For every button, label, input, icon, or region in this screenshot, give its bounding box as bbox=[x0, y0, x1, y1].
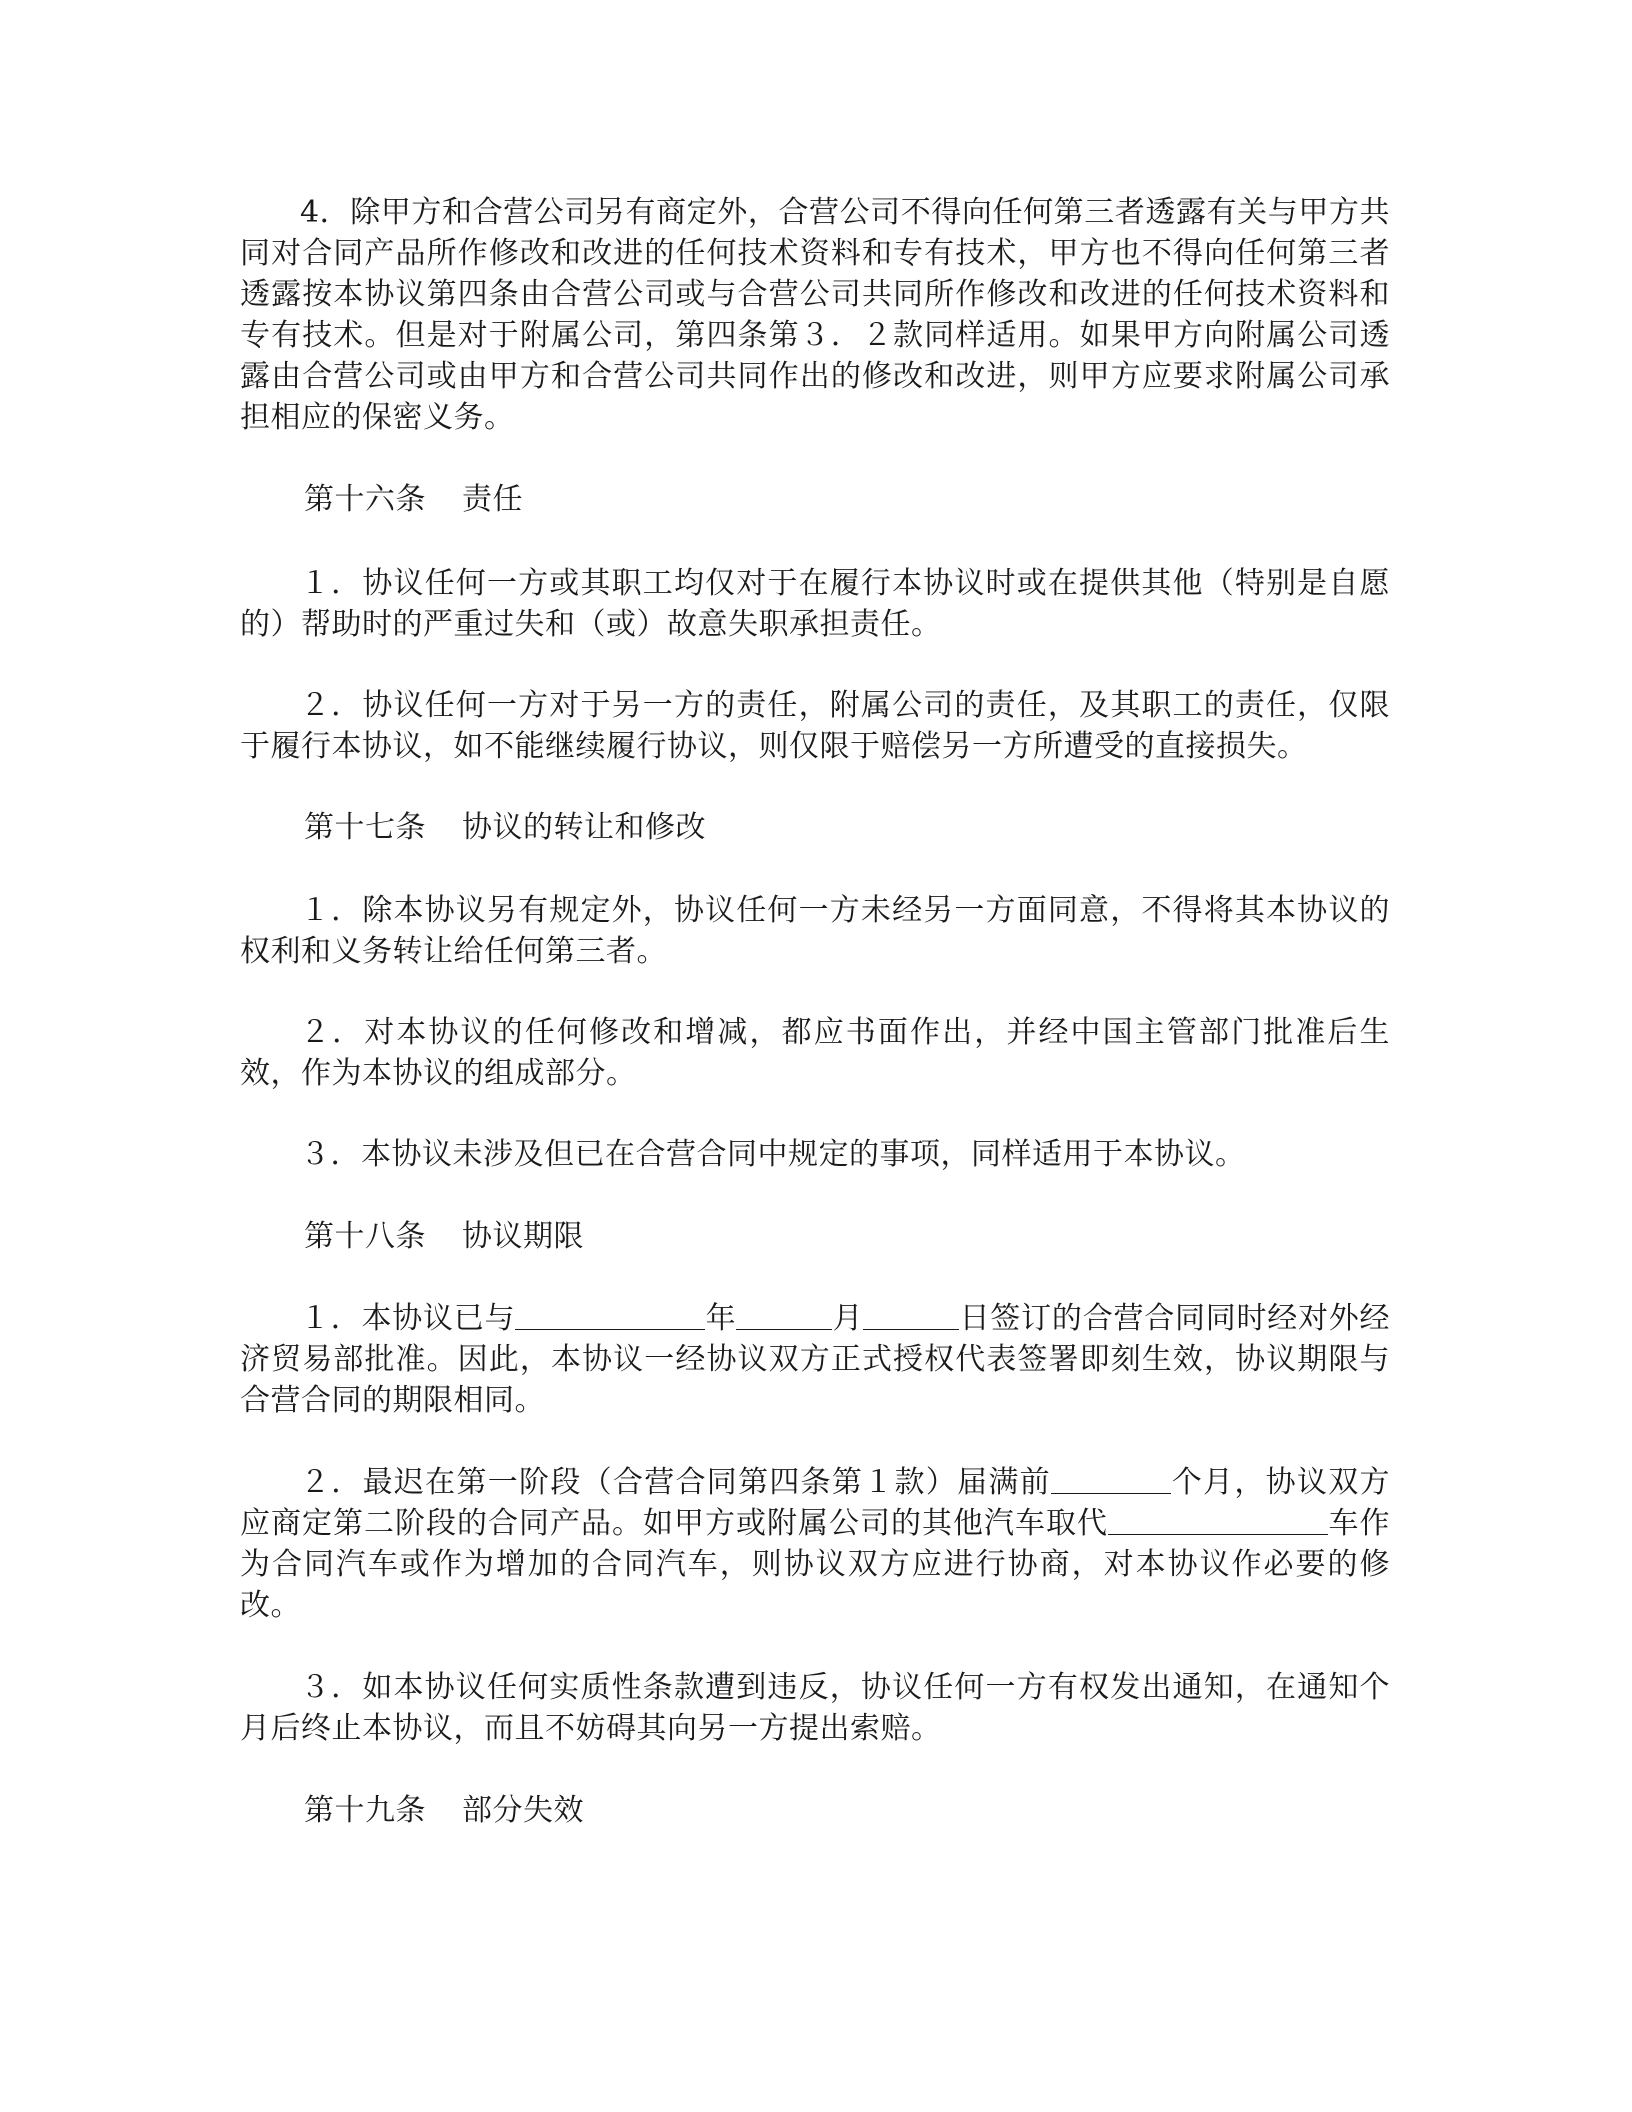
clause-15-4-paragraph: 4．除甲方和合营公司另有商定外，合营公司不得向任何第三者透露有关与甲方共同对合同产品所作修改和改进的任何技术资料和专有技术，甲方也不得向任何第三者透露按本协议第四条由合营公司或与合营公司共同所作修改和改进的任何技术资料和专有技术。但是对于附属公司，第四条第３．２款同样适用。如果甲方向附属公司透露由合营公司或由甲方和合营公司共同作出的修改和改进，则甲方应要求附属公司承担相应的保密义务。 bbox=[240, 195, 1390, 435]
article-number: 第十七条 bbox=[304, 810, 426, 845]
article-title: 部分失效 bbox=[462, 1793, 584, 1828]
article-17-heading bbox=[304, 807, 706, 848]
clause-17-3-paragraph: ３．本协议未涉及但已在合营合同中规定的事项，同样适用于本协议。 bbox=[300, 1137, 1246, 1172]
clause-16-2-paragraph: ２．协议任何一方对于另一方的责任，附属公司的责任，及其职工的责任，仅限于履行本协议，如不能继续履行协议，则仅限于赔偿另一方所遭受的直接损失。 bbox=[240, 688, 1390, 764]
article-16-heading bbox=[304, 479, 523, 520]
article-title: 责任 bbox=[462, 482, 523, 517]
clause-17-1-paragraph: １．除本协议另有规定外，协议任何一方未经另一方面同意，不得将其本协议的权利和义务转让给任何第三者。 bbox=[240, 893, 1390, 969]
clause-text: 年 bbox=[705, 1301, 737, 1336]
clause-text: 日签订的合营合同同时经对外经济贸易部批准。因此，本协议一经协议双方正式授权代表签署即刻生效，协议期限与合营合同的期限相同。 bbox=[240, 1301, 1391, 1418]
date-year-blank[interactable] bbox=[515, 1303, 705, 1330]
article-title: 协议的转让和修改 bbox=[462, 810, 706, 845]
date-month-blank[interactable] bbox=[736, 1303, 832, 1330]
article-number: 第十六条 bbox=[304, 482, 426, 517]
clause-text: １．本协议已与 bbox=[300, 1301, 516, 1336]
clause-18-2-paragraph bbox=[240, 1462, 1390, 1626]
clause-text: ２．最迟在第一阶段（合营合同第四条第１款）届满前 bbox=[300, 1465, 1051, 1500]
clause-text: 个月，协议双方应商定第二阶段的合同产品。如甲方或附属公司的其他汽车取代 bbox=[240, 1465, 1391, 1541]
article-title: 协议期限 bbox=[462, 1219, 584, 1254]
months-blank[interactable] bbox=[1051, 1467, 1171, 1494]
car-model-blank[interactable] bbox=[1108, 1508, 1328, 1535]
clause-text: 月 bbox=[832, 1301, 864, 1336]
clause-18-3-paragraph: ３．如本协议任何实质性条款遭到违反，协议任何一方有权发出通知，在通知个月后终止本协议，而且不妨碍其向另一方提出索赔。 bbox=[240, 1670, 1390, 1746]
date-day-blank[interactable] bbox=[863, 1303, 959, 1330]
article-18-heading bbox=[304, 1216, 584, 1257]
clause-17-2-paragraph: ２．对本协议的任何修改和增减，都应书面作出，并经中国主管部门批准后生效，作为本协议的组成部分。 bbox=[240, 1015, 1390, 1091]
article-number: 第十八条 bbox=[304, 1219, 426, 1254]
clause-18-1-paragraph bbox=[240, 1298, 1390, 1421]
article-19-heading bbox=[304, 1790, 584, 1831]
article-number: 第十九条 bbox=[304, 1793, 426, 1828]
clause-16-1-paragraph: １．协议任何一方或其职工均仅对于在履行本协议时或在提供其他（特别是自愿的）帮助时的严重过失和（或）故意失职承担责任。 bbox=[240, 566, 1390, 642]
clause-text: 车作为合同汽车或作为增加的合同汽车，则协议双方应进行协商，对本协议作必要的修改。 bbox=[240, 1506, 1390, 1623]
